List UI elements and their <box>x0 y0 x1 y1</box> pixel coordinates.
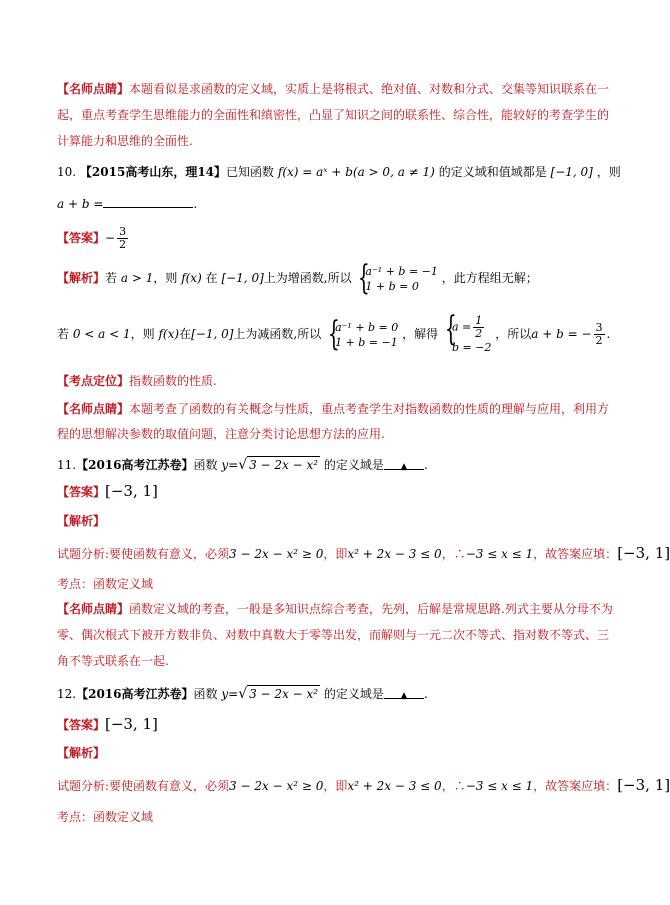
question-text-3: ，则 <box>596 165 621 179</box>
fraction-numerator: 3 <box>595 321 603 334</box>
fraction <box>473 315 484 340</box>
equation-system-2 <box>325 320 398 350</box>
analysis-12 <box>57 776 670 794</box>
question-12: 12.【2016高考江苏卷】函数 y=√ 3 − 2x − x² 的定义域是 ▲ . <box>57 686 428 702</box>
topic-text: 考点：函数定义域 <box>57 577 154 591</box>
explanation-12 <box>57 745 590 761</box>
explanation-tag: 【解析】 <box>57 271 106 285</box>
answer-fraction <box>117 226 128 251</box>
note-line-3: 角不等式联系在一起. <box>57 654 169 668</box>
note-line-2: 起，重点考查学生思维能力的全面性和缜密性，凸显了知识之间的联系性、综合性，能较好的考查学生的 <box>57 108 610 122</box>
exp-text: 在 <box>205 271 218 285</box>
exp-text: 若 <box>57 327 70 341</box>
answer-tag: 【答案】 <box>57 485 106 499</box>
famous-teacher-note-1-line-2 <box>57 107 610 123</box>
famous-teacher-note-1-line-3 <box>57 133 590 149</box>
radicand: 3 − 2x − x² <box>249 687 319 701</box>
question-text-2: 的定义域是 <box>323 458 384 472</box>
question-10-blank-line <box>57 195 590 212</box>
topic-text: 考点：函数定义域 <box>57 810 154 824</box>
note-tag: 【名师点睛】 <box>57 402 130 416</box>
topic-text: 指数函数的性质. <box>129 374 217 388</box>
exp-text: 在 <box>179 327 192 341</box>
question-source: 【2015高考山东，理14】 <box>79 165 227 179</box>
analysis-math: [−3, 1] <box>617 544 670 562</box>
note-tag: 【名师点睛】 <box>57 82 130 96</box>
exp-text: 上为减函数,所以 <box>233 327 322 341</box>
exp-text: ，则 <box>130 327 155 341</box>
exp-math: a + b = − <box>531 327 592 341</box>
analysis-text: ，∴ <box>441 547 466 561</box>
question-source: 【2016高考江苏卷】 <box>76 458 194 472</box>
analysis-text: 试题分析:要使函数有意义，必须 <box>57 547 230 561</box>
radicand: 3 − 2x − x² <box>249 458 319 472</box>
answer-blank <box>384 457 424 470</box>
answer-value: [−3, 1] <box>105 482 158 500</box>
exp-text: 若 <box>105 271 118 285</box>
exp-text: . <box>606 327 611 341</box>
topic-11 <box>57 576 590 592</box>
fraction-denominator: 2 <box>595 334 603 347</box>
exp-math: a > 1 <box>120 271 154 285</box>
note-line-2: 程的思想解决参数的取值问题，注意分类讨论思想方法的应用. <box>57 427 385 441</box>
exp-text: ，此方程组无解； <box>441 271 538 285</box>
fraction-numerator: 1 <box>475 313 483 327</box>
equation: b = −2 <box>451 340 492 354</box>
question-ask: a + b = <box>57 197 104 211</box>
analysis-math: 3 − 2x − x² ≥ 0 <box>229 779 324 793</box>
question-text: 函数 <box>193 687 218 701</box>
question-text: 函数 <box>193 458 218 472</box>
question-end: . <box>193 197 198 211</box>
exp-math: f(x) <box>181 271 202 285</box>
question-function: f(x) = aˣ + b(a > 0, a ≠ 1) <box>277 165 435 179</box>
analysis-text: ，即 <box>323 547 348 561</box>
question-10 <box>57 164 621 180</box>
answer-10 <box>57 226 590 251</box>
note-line-1: 本题看似是求函数的定义域，实质上是将根式、绝对值、对数和分式、交集等知识联系在一 <box>129 82 610 96</box>
question-function: y= <box>221 687 239 701</box>
question-number: 12. <box>57 687 77 701</box>
answer-blank <box>384 686 424 699</box>
analysis-text: ，即 <box>323 779 348 793</box>
analysis-text: ，故答案应填： <box>533 779 618 793</box>
famous-teacher-note-11-line-3 <box>57 653 590 669</box>
question-function: y= <box>221 458 239 472</box>
answer-blank <box>103 195 193 208</box>
explanation-10-line-1 <box>57 260 590 296</box>
analysis-math: 3 − 2x − x² ≥ 0 <box>229 547 324 561</box>
equation: 1 + b = 0 <box>365 279 419 293</box>
note-line-2: 零、偶次根式下被开方数非负、对数中真数大于零等出发，而解则与一元二次不等式、指对数不等式、三 <box>57 628 610 642</box>
exp-math: 0 < a < 1 <box>72 327 131 341</box>
note-line-1: 本题考查了函数的有关概念与性质，重点考查学生对指数函数的性质的理解与应用，利用方 <box>129 402 610 416</box>
equation: { a⁻¹ + b = 0 <box>335 320 399 334</box>
triangle-icon: ▲ <box>400 691 408 701</box>
question-number: 11. <box>57 458 77 472</box>
famous-teacher-note-10 <box>57 401 610 417</box>
fraction-denominator: 2 <box>119 238 127 251</box>
analysis-math: x² + 2x − 3 ≤ 0 <box>347 547 442 561</box>
question-number: 10. <box>57 165 77 179</box>
famous-teacher-note-10-line-2 <box>57 426 590 442</box>
analysis-text: ，∴ <box>441 779 466 793</box>
question-end: . <box>423 458 428 472</box>
equation: a = <box>451 320 472 333</box>
analysis-math: −3 ≤ x ≤ 1 <box>465 547 534 561</box>
analysis-math: x² + 2x − 3 ≤ 0 <box>347 779 442 793</box>
note-tag: 【名师点睛】 <box>57 602 130 616</box>
famous-teacher-note-11 <box>57 601 613 617</box>
analysis-text: 试题分析:要使函数有意义，必须 <box>57 779 230 793</box>
analysis-11 <box>57 544 670 562</box>
exp-text: ，所以 <box>495 327 532 341</box>
topic-10 <box>57 373 590 389</box>
answer-12 <box>57 716 590 733</box>
question-text-2: 的定义域和值域都是 <box>438 165 547 179</box>
question-end: . <box>423 687 428 701</box>
equation-system-1 <box>355 264 437 294</box>
triangle-icon: ▲ <box>400 462 408 472</box>
answer-value: [−3, 1] <box>105 715 158 733</box>
analysis-math: −3 ≤ x ≤ 1 <box>465 779 534 793</box>
note-line-1: 函数定义域的考查，一般是多知识点综合考查，先列，后解是常规思路.列式主要从分母不为 <box>129 602 613 616</box>
exp-math: [−1, 0] <box>191 327 234 341</box>
famous-teacher-note-1 <box>57 81 610 97</box>
answer-11 <box>57 483 590 500</box>
question-text-2: 的定义域是 <box>323 687 384 701</box>
exp-math: [−1, 0] <box>221 271 264 285</box>
explanation-10-line-2 <box>57 312 611 356</box>
exp-math: f(x) <box>158 327 180 341</box>
exp-text: ，则 <box>153 271 178 285</box>
exp-text: 上为增函数,所以 <box>263 271 352 285</box>
equation: 1 + b = −1 <box>335 335 398 349</box>
topic-12 <box>57 809 590 825</box>
explanation-11 <box>57 513 590 529</box>
fraction-numerator: 3 <box>119 225 127 238</box>
analysis-text: ，故答案应填： <box>533 547 618 561</box>
answer-sign: − <box>105 231 116 245</box>
question-text: 已知函数 <box>226 165 275 179</box>
explanation-tag: 【解析】 <box>57 514 106 528</box>
explanation-tag: 【解析】 <box>57 746 106 760</box>
equation: { a⁻¹ + b = −1 <box>365 264 438 278</box>
question-source: 【2016高考江苏卷】 <box>76 687 194 701</box>
equation-system-3 <box>442 315 491 355</box>
question-interval: [−1, 0] <box>550 165 593 179</box>
fraction <box>594 322 605 347</box>
answer-tag: 【答案】 <box>57 718 106 732</box>
famous-teacher-note-11-line-2 <box>57 627 610 643</box>
analysis-math: [−3, 1] <box>617 776 670 794</box>
topic-tag: 【考点定位】 <box>57 374 130 388</box>
answer-tag: 【答案】 <box>57 231 106 245</box>
exp-text: ，解得 <box>402 327 439 341</box>
fraction-denominator: 2 <box>475 326 483 340</box>
note-line-3: 计算能力和思维的全面性. <box>57 134 193 148</box>
question-11: 11.【2016高考江苏卷】函数 y=√ 3 − 2x − x² 的定义域是 ▲ . <box>57 457 428 473</box>
